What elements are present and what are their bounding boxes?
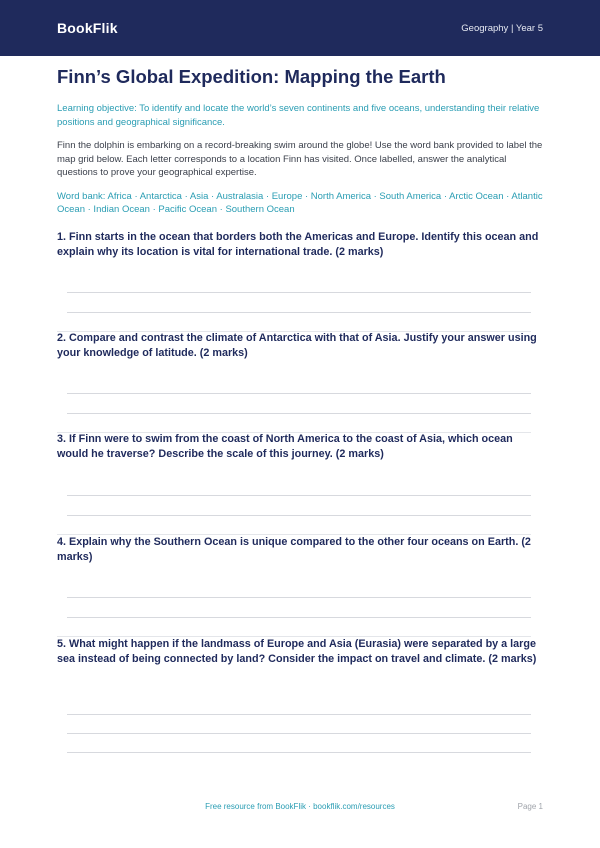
page-footer: [0, 802, 600, 816]
question-5: [57, 637, 543, 667]
footer-resource-link[interactable]: Free resource from BookFlik · bookflik.com/resources: [205, 802, 395, 811]
intro-section: [57, 64, 543, 217]
instructions-text: Finn the dolphin is embarking on a record-breaking swim around the globe! Use the word bank provided to label the map grid below. Each letter corresponds to a location Finn has visited. Once labelled, answer the analytical questions to prove your geographical expertise.: [57, 140, 543, 178]
answer-line[interactable]: [67, 515, 531, 516]
question-text: 3. If Finn were to swim from the coast of North America to the coast of Asia, which ocean would he traverse? Describe the scale of this journey. (2 marks): [57, 433, 513, 460]
question-text: 2. Compare and contrast the climate of Antarctica with that of Asia. Justify your answer using your knowledge of latitude. (2 marks): [57, 332, 537, 359]
brand-logo: BookFlik: [57, 20, 118, 36]
question-4: [57, 535, 543, 565]
question-2: [57, 331, 543, 361]
page-title: Finn’s Global Expedition: Mapping the Earth: [57, 66, 446, 87]
answer-line[interactable]: [67, 597, 531, 598]
answer-line[interactable]: [67, 292, 531, 293]
page-number: Page 1: [517, 802, 543, 811]
word-bank: Word bank: Africa · Antarctica · Asia · Australasia · Europe · North America · South America · Arctic Ocean · Atlantic Ocean · Indian Ocean · Pacific Ocean · Southern Ocean: [57, 190, 543, 215]
question-1: [57, 230, 543, 260]
answer-line[interactable]: [67, 495, 531, 496]
learning-objective: Learning objective: To identify and locate the world’s seven continents and five oceans, understanding their relative positions and geographical significance.: [57, 103, 540, 128]
answer-line[interactable]: [67, 312, 531, 313]
question-text: 4. Explain why the Southern Ocean is unique compared to the other four oceans on Earth. (2 marks): [57, 536, 531, 563]
answer-line[interactable]: [67, 413, 531, 414]
subject-year-label: Geography | Year 5: [461, 22, 543, 34]
question-3: [57, 432, 543, 462]
question-text: 5. What might happen if the landmass of Europe and Asia (Eurasia) were separated by a large sea instead of being connected by land? Consider the impact on travel and climate. (2 marks): [57, 638, 537, 665]
page-header: [0, 0, 600, 56]
answer-line[interactable]: [67, 733, 531, 734]
question-text: 1. Finn starts in the ocean that borders both the Americas and Europe. Identify this ocean and explain why its location is vital for international trade. (2 marks): [57, 231, 539, 258]
answer-line[interactable]: [67, 752, 531, 753]
answer-line[interactable]: [67, 393, 531, 394]
answer-line[interactable]: [67, 714, 531, 715]
answer-line[interactable]: [67, 617, 531, 618]
